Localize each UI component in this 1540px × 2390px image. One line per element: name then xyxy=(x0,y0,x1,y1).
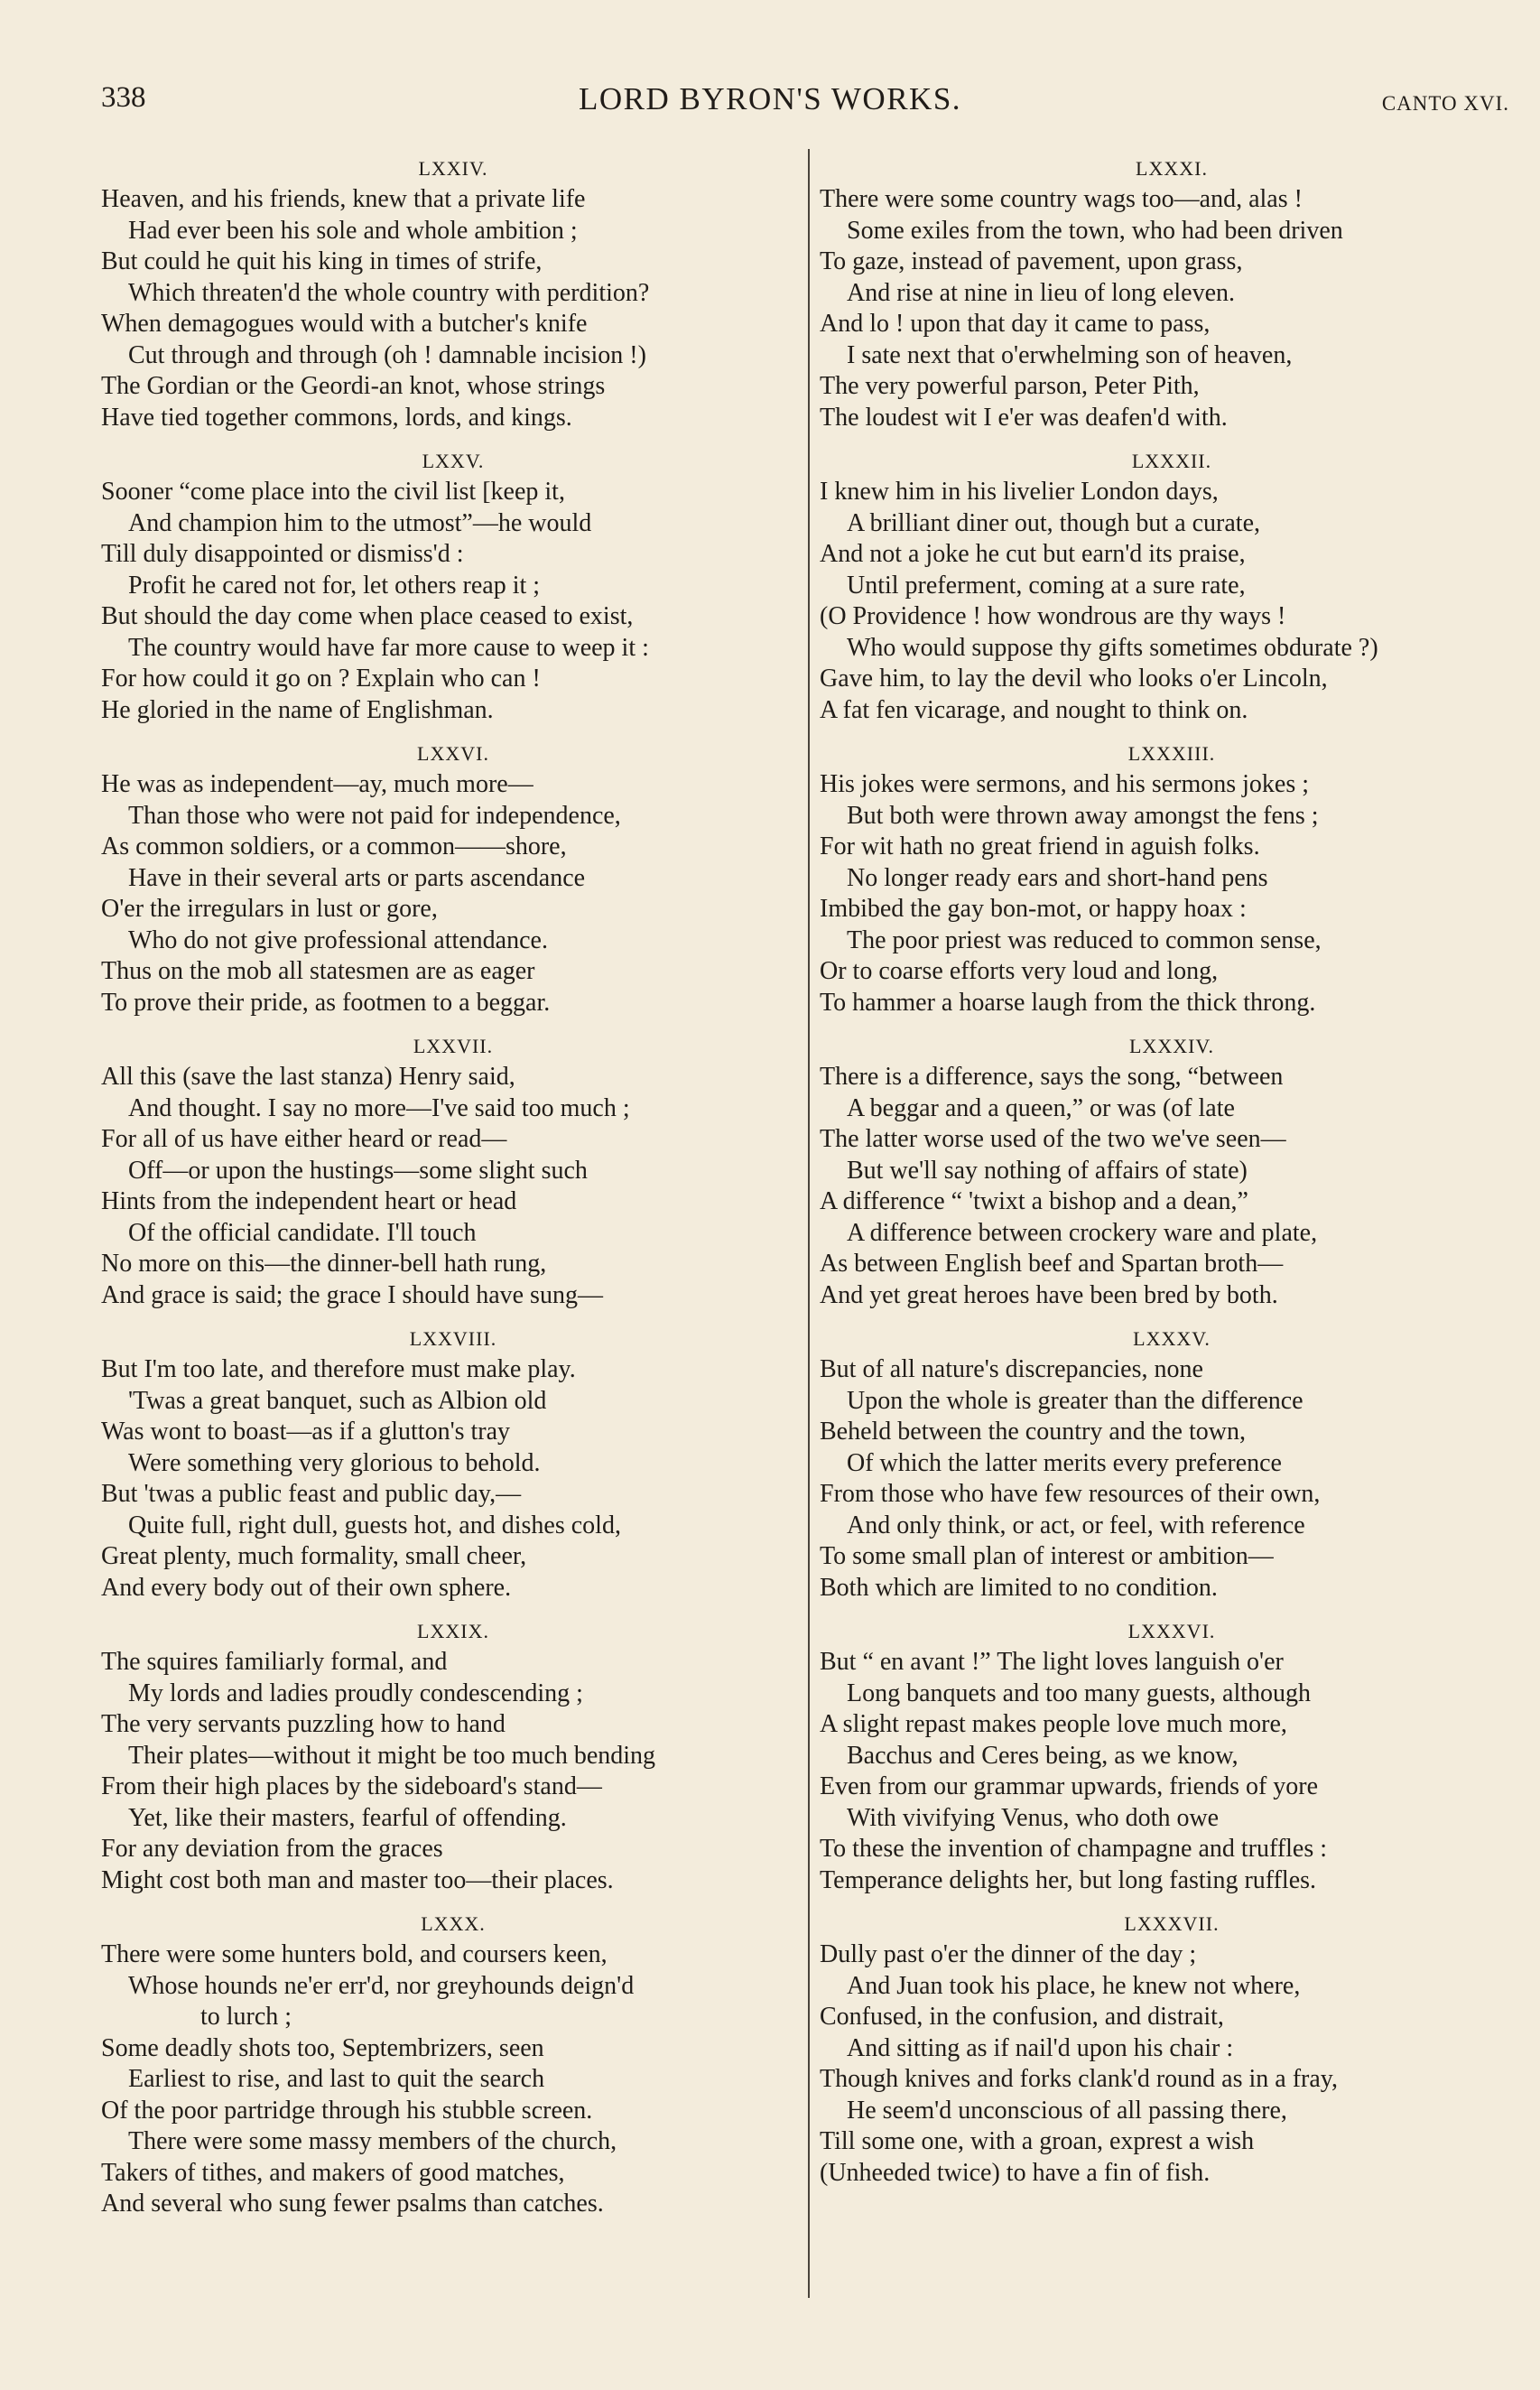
verse-line: And yet great heroes have been bred by both. xyxy=(820,1280,1278,1309)
verse-line: To some small plan of interest or ambition— xyxy=(820,1542,1274,1570)
verse-line: But should the day come when place ceased to exist, xyxy=(101,602,634,630)
verse-line: Of which the latter merits every preference xyxy=(847,1448,1282,1477)
verse-line: All this (save the last stanza) Henry said, xyxy=(101,1063,515,1091)
verse-line: A fat fen vicarage, and nought to think on. xyxy=(820,695,1248,724)
verse-line: And not a joke he cut but earn'd its praise, xyxy=(820,540,1246,568)
stanza xyxy=(820,1324,1524,1604)
stanza xyxy=(820,739,1524,1018)
verse-line: I sate next that o'erwhelming son of heaven, xyxy=(847,340,1293,369)
verse-line: His jokes were sermons, and his sermons jokes ; xyxy=(820,770,1310,798)
right-column xyxy=(820,153,1524,2201)
verse-line: Their plates—without it might be too much bending xyxy=(128,1741,656,1770)
verse-line: Upon the whole is greater than the difference xyxy=(847,1386,1303,1415)
verse-line: The Gordian or the Geordi-an knot, whose strings xyxy=(101,372,606,400)
stanza xyxy=(101,446,805,726)
verse-line: With vivifying Venus, who doth owe xyxy=(847,1803,1220,1832)
verse-line: Until preferment, coming at a sure rate, xyxy=(847,571,1246,600)
verse-line: Dully past o'er the dinner of the day ; xyxy=(820,1940,1197,1968)
stanza xyxy=(101,739,805,1018)
stanza xyxy=(820,1616,1524,1896)
stanza xyxy=(820,446,1524,726)
verse-line: Imbibed the gay bon-mot, or happy hoax : xyxy=(820,895,1247,923)
verse-line: And sitting as if nail'd upon his chair : xyxy=(847,2033,1234,2062)
verse-line: Might cost both man and master too—their places. xyxy=(101,1865,614,1894)
verse-line: As common soldiers, or a common——shore, xyxy=(101,832,567,860)
stanza-number: LXXXII. xyxy=(1131,450,1212,472)
verse-line: He was as independent—ay, much more— xyxy=(101,770,533,798)
verse-line: A difference between crockery ware and plate, xyxy=(847,1218,1318,1247)
stanza-number: LXXX. xyxy=(421,1912,486,1935)
running-title: LORD BYRON'S WORKS. xyxy=(578,81,962,116)
verse-line: For how could it go on ? Explain who can ! xyxy=(101,665,541,693)
verse-line: He seem'd unconscious of all passing there, xyxy=(847,2096,1287,2125)
verse-line: To gaze, instead of pavement, upon grass, xyxy=(820,247,1243,275)
verse-line: But we'll say nothing of affairs of state) xyxy=(847,1156,1248,1185)
stanza-number: LXXXVI. xyxy=(1127,1620,1216,1642)
verse-line: The very powerful parson, Peter Pith, xyxy=(820,372,1200,400)
verse-line: Gave him, to lay the devil who looks o'er Lincoln, xyxy=(820,665,1328,693)
verse-line: And several who sung fewer psalms than catches. xyxy=(101,2190,604,2218)
verse-line: There were some country wags too—and, alas ! xyxy=(820,185,1303,213)
verse-line: Were something very glorious to behold. xyxy=(128,1448,541,1477)
verse-line: But I'm too late, and therefore must make play. xyxy=(101,1355,576,1383)
verse-line: Thus on the mob all statesmen are as eager xyxy=(101,957,535,985)
verse-line: My lords and ladies proudly condescending ; xyxy=(128,1679,583,1707)
verse-line: 'Twas a great banquet, such as Albion old xyxy=(128,1386,547,1415)
verse-line: And Juan took his place, he knew not where, xyxy=(847,1971,1301,2000)
verse-line: And champion him to the utmost”—he would xyxy=(128,508,592,537)
stanza-number: LXXXI. xyxy=(1136,157,1208,180)
verse-line: The loudest wit I e'er was deafen'd with. xyxy=(820,403,1228,432)
verse-line: And only think, or act, or feel, with reference xyxy=(847,1511,1305,1539)
verse-line: But of all nature's discrepancies, none xyxy=(820,1355,1203,1383)
left-column xyxy=(101,153,805,2233)
verse-line: And rise at nine in lieu of long eleven. xyxy=(847,278,1235,307)
verse-line: From those who have few resources of their own, xyxy=(820,1480,1321,1508)
verse-line: to lurch ; xyxy=(200,2003,292,2031)
verse-line: From their high places by the sideboard's stand— xyxy=(101,1772,602,1800)
page-number: 338 xyxy=(101,81,146,114)
verse-line: Have in their several arts or parts ascendance xyxy=(128,863,586,892)
verse-line: Some deadly shots too, Septembrizers, seen xyxy=(101,2033,544,2062)
verse-line: But could he quit his king in times of strife, xyxy=(101,247,543,275)
verse-line: Than those who were not paid for independence, xyxy=(128,801,621,830)
verse-line: The poor priest was reduced to common sense, xyxy=(847,925,1322,954)
verse-line: Some exiles from the town, who had been driven xyxy=(847,216,1343,245)
stanza-number: LXXVIII. xyxy=(409,1327,497,1350)
verse-line: Whose hounds ne'er err'd, nor greyhounds deign'd xyxy=(128,1971,635,2000)
verse-line: For all of us have either heard or read— xyxy=(101,1125,507,1153)
verse-line: But both were thrown away amongst the fens ; xyxy=(847,801,1319,830)
verse-line: And every body out of their own sphere. xyxy=(101,1573,512,1602)
page-header xyxy=(0,81,1540,135)
verse-line: For wit hath no great friend in aguish folks. xyxy=(820,832,1260,860)
verse-line: The very servants puzzling how to hand xyxy=(101,1710,506,1738)
verse-line: The latter worse used of the two we've seen— xyxy=(820,1125,1286,1153)
verse-line: Beheld between the country and the town, xyxy=(820,1418,1246,1446)
canto-label: CANTO XVI. xyxy=(1381,92,1509,115)
stanza xyxy=(101,1909,805,2220)
verse-line: When demagogues would with a butcher's knife xyxy=(101,310,588,338)
stanza-number: LXXXIV. xyxy=(1129,1035,1214,1057)
stanza-number: LXXVI. xyxy=(417,742,489,765)
verse-line: Even from our grammar upwards, friends of yore xyxy=(820,1772,1319,1800)
verse-line: Heaven, and his friends, knew that a private life xyxy=(101,185,586,213)
verse-line: Cut through and through (oh ! damnable incision !) xyxy=(128,340,646,369)
verse-line: Who do not give professional attendance. xyxy=(128,925,548,954)
stanza-number: LXXV. xyxy=(422,450,485,472)
verse-line: He gloried in the name of Englishman. xyxy=(101,695,494,724)
verse-line: Earliest to rise, and last to quit the search xyxy=(128,2065,545,2093)
verse-line: Takers of tithes, and makers of good matches, xyxy=(101,2158,565,2187)
verse-line: Both which are limited to no condition. xyxy=(820,1573,1218,1602)
verse-line: A brilliant diner out, though but a curate, xyxy=(847,508,1261,537)
verse-line: Till duly disappointed or dismiss'd : xyxy=(101,540,464,568)
stanza xyxy=(820,153,1524,433)
verse-line: (Unheeded twice) to have a fin of fish. xyxy=(820,2158,1211,2187)
stanza xyxy=(820,1031,1524,1311)
verse-line: Have tied together commons, lords, and kings. xyxy=(101,403,572,432)
stanza xyxy=(101,1031,805,1311)
verse-line: But “ en avant !” The light loves languish o'er xyxy=(820,1648,1284,1676)
verse-line: And thought. I say no more—I've said too much ; xyxy=(128,1093,630,1122)
verse-line: There is a difference, says the song, “between xyxy=(820,1063,1284,1091)
verse-line: Was wont to boast—as if a glutton's tray xyxy=(101,1418,511,1446)
verse-line: (O Providence ! how wondrous are thy ways ! xyxy=(820,602,1286,630)
verse-line: A difference “ 'twixt a bishop and a dean,” xyxy=(820,1187,1248,1215)
verse-line: Of the official candidate. I'll touch xyxy=(128,1218,477,1247)
verse-line: To prove their pride, as footmen to a beggar. xyxy=(101,988,551,1017)
verse-line: But 'twas a public feast and public day,— xyxy=(101,1480,522,1508)
verse-line: No longer ready ears and short-hand pens xyxy=(847,863,1268,892)
verse-line: Which threaten'd the whole country with perdition? xyxy=(128,278,650,307)
verse-line: To hammer a hoarse laugh from the thick throng. xyxy=(820,988,1316,1017)
stanza-number: LXXIX. xyxy=(417,1620,489,1642)
verse-line: The squires familiarly formal, and xyxy=(101,1648,448,1676)
verse-line: For any deviation from the graces xyxy=(101,1835,443,1863)
verse-line: No more on this—the dinner-bell hath rung, xyxy=(101,1250,547,1278)
verse-line: Great plenty, much formality, small cheer, xyxy=(101,1542,527,1570)
verse-line: Of the poor partridge through his stubble screen. xyxy=(101,2096,593,2125)
verse-line: As between English beef and Spartan broth— xyxy=(820,1250,1284,1278)
stanza xyxy=(101,1616,805,1896)
verse-line: Temperance delights her, but long fasting ruffles. xyxy=(820,1865,1317,1894)
verse-line: A slight repast makes people love much more, xyxy=(820,1710,1287,1738)
stanza-number: LXXXIII. xyxy=(1127,742,1216,765)
verse-line: Till some one, with a groan, exprest a wish xyxy=(820,2127,1255,2155)
verse-line: Hints from the independent heart or head xyxy=(101,1187,517,1215)
verse-line: To these the invention of champagne and truffles : xyxy=(820,1835,1328,1863)
verse-line: Yet, like their masters, fearful of offending. xyxy=(128,1803,567,1832)
verse-line: And grace is said; the grace I should have sung— xyxy=(101,1280,603,1309)
verse-line: Who would suppose thy gifts sometimes obdurate ?) xyxy=(847,633,1378,662)
column-divider xyxy=(808,149,810,2298)
stanza-number: LXXXVII. xyxy=(1124,1912,1220,1935)
verse-line: Bacchus and Ceres being, as we know, xyxy=(847,1741,1238,1770)
verse-line: Had ever been his sole and whole ambition ; xyxy=(128,216,578,245)
verse-line: Or to coarse efforts very loud and long, xyxy=(820,957,1219,985)
verse-line: There were some massy members of the church, xyxy=(128,2127,617,2155)
stanza-number: LXXIV. xyxy=(418,157,488,180)
verse-line: Profit he cared not for, let others reap it ; xyxy=(128,571,541,600)
verse-line: Quite full, right dull, guests hot, and dishes cold, xyxy=(128,1511,621,1539)
verse-line: Long banquets and too many guests, although xyxy=(847,1679,1312,1707)
verse-line: And lo ! upon that day it came to pass, xyxy=(820,310,1211,338)
verse-line: I knew him in his livelier London days, xyxy=(820,478,1219,506)
verse-line: There were some hunters bold, and coursers keen, xyxy=(101,1940,608,1968)
verse-line: O'er the irregulars in lust or gore, xyxy=(101,895,438,923)
stanza-number: LXXXV. xyxy=(1133,1327,1211,1350)
verse-line: A beggar and a queen,” or was (of late xyxy=(847,1093,1235,1122)
stanza-number: LXXVII. xyxy=(413,1035,494,1057)
stanza xyxy=(101,1324,805,1604)
verse-line: The country would have far more cause to weep it : xyxy=(128,633,649,662)
stanza xyxy=(101,153,805,433)
stanza xyxy=(820,1909,1524,2189)
verse-line: Though knives and forks clank'd round as in a fray, xyxy=(820,2065,1338,2093)
verse-line: Confused, in the confusion, and distrait, xyxy=(820,2003,1224,2031)
verse-line: Sooner “come place into the civil list [keep it, xyxy=(101,478,565,506)
verse-line: Off—or upon the hustings—some slight such xyxy=(128,1156,588,1185)
